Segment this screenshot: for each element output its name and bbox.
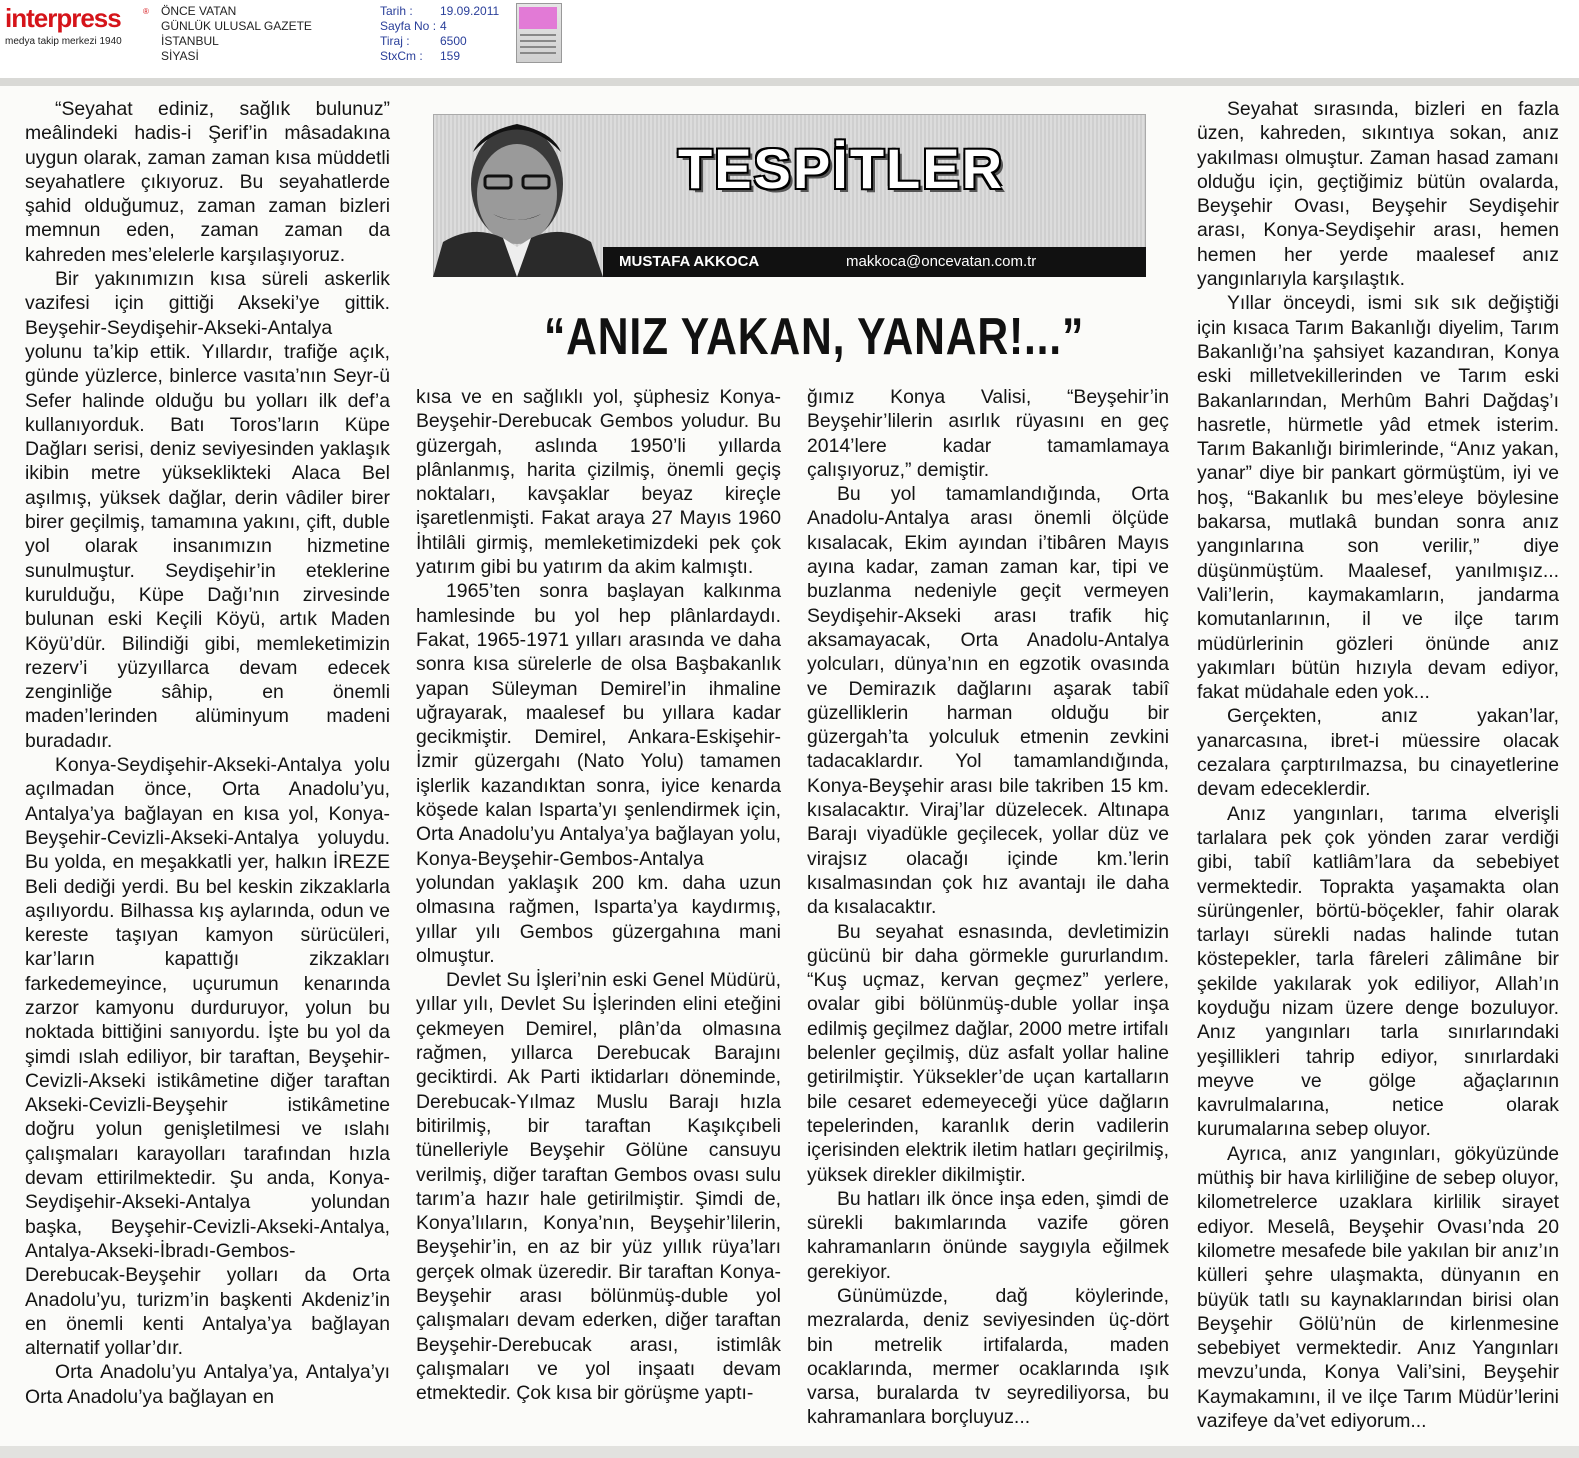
paragraph: Yıllar önceydi, ismi sık sık değiştiği için kısaca Tarım Bakanlığı diyelim, Tarım Bakanlığı’na şahsiyet kazandıran, Konya eski milletvekillerinden ve Tarım eski Bakanlarından, Merhûm Bahri Dağdaş’ı hasretle, hürmetle yâd etmek isterim. Tarım Bakanlığı birimlerinde, “Anız yakan, yanar” diye bir pankart görmüştüm, iyi ve hoş, “Bakanlık bu mes’eleye böylesine bakarsa, mutlakâ bundan sonra anız yangınlarına son verilir,” diye düşünmüştüm. Maalesef, yanılmışız... Vali’lerin, kaymakamların, jandarma komutanlarının, il ve ilçe tarım müdürlerinin gözleri önünde anız yakımları bütün hızıyla devam ediyor, fakat müdahale eden yok... [1197, 292, 1559, 704]
meta-key: Tiraj : [380, 34, 410, 48]
thumbnail-line [520, 34, 556, 36]
author-email: makkoca@oncevatan.com.tr [846, 253, 1037, 270]
paragraph: Bu seyahat esnasında, devletimizin gücünü bir daha görmekle gururlandım. “Kuş uçmaz, kervan geçmez” yerlere, ovalar gibi bölünmüş-duble yollar inşa edilmiş geçilmez dağlar, 2000 metre irtifalı belenler geçilmiş, düz asfalt yollar haline getirilmiştir. Yüksekler’de uçan kartalların bile cesaret edemeyeceği yüce dağların tepelerinden, karanlık derin vadilerin içerisinden elektrik iletim hatları geçirilmiş, yüksek direkler dikilmiştir. [807, 920, 1169, 1186]
publication-type: GÜNLÜK ULUSAL GAZETE [161, 19, 312, 33]
thumbnail-line [520, 52, 556, 54]
thumbnail-line [520, 40, 556, 42]
author-name: MUSTAFA AKKOCA [619, 253, 760, 270]
interpress-logo [5, 4, 155, 50]
meta-key: StxCm : [380, 49, 423, 63]
article-headline: “ANIZ YAKAN, YANAR!...” [544, 308, 1085, 366]
paragraph: kısa ve en sağlıklı yol, şüphesiz Konya-Beyşehir-Derebucak Gembos yoludur. Bu güzergah, aslında 1950’li yıllarda plânlanmış, harita çizilmiş, önemli geçiş noktaları, kavşaklar beyaz kireçle işaretlenmişti. Fakat araya 27 Mayıs 1960 İhtilâli girmiş, memleketimizdeki pek çok yatırım gibi bu yatırım da akim kalmıştı. [416, 386, 781, 579]
thumbnail-line [520, 46, 556, 48]
publication-info [161, 4, 312, 64]
logo-wordmark: interpress [5, 3, 121, 33]
paragraph: Günümüzde, dağ köylerinde, mezralarda, deniz seviyesinden üç-dört bin metrelik irtifalarda, maden ocaklarında, mermer ocaklarında ışık varsa, buralarda tv seyrediliyorsa, bu kahramanlara borçluyuz... [807, 1284, 1169, 1429]
paragraph: Bir yakınımızın kısa süreli askerlik vazifesi için gittiği Akseki’ye gittik. Beyşehir-Seydişehir-Akseki-Antalya yolunu ta’kip ettik. Yıllardır, trafiğe açık, günde yüzlerce, binlerce vasıta’nın Seyr-ü Sefer halinde olduğu bu yolları ilk def’a kullanıyorduk. Batı Toros’ların Küpe Dağları serisi, deniz seviyesinden yaklaşık ikibin metre yükseklikteki Alaca Bel aşılmış, yüksek dağlar, derin vâdiler birer birer geçilmiş, tamamına yakını, çift, duble yol olarak insanımızın hizmetine sunulmuştur. Seydişehir’in eteklerine kurulduğu, Küpe Dağı’nın zirvesinde bulunan eski Keçili Köyü, artık Maden Köyü’dür. Bilindiği gibi, memleketimizin rezerv’i yüzyıllarca devam edecek zenginliğe sâhip, en önemli maden’lerinden alüminyum madeni buradadır. [25, 268, 390, 752]
thumbnail-highlight [519, 7, 557, 29]
clipping-header [0, 0, 1579, 78]
meta-key: Tarih : [380, 4, 413, 18]
publication-city: İSTANBUL [161, 34, 219, 48]
meta-value: 159 [440, 49, 461, 63]
paragraph: Seyahat sırasında, bizleri en fazla üzen, kahreden, sıkıntıya sokan, anız yakılması olmuştur. Zaman hasad zamanı olduğu için, geçtiğimiz bütün ovalarda, Beyşehir Ovası, Beyşehir Seydişehir arası, Konya-Seydişehir arası, hemen hemen her yerde maalesef anız yangınlarıyla karşılaştık. [1197, 98, 1559, 291]
paragraph: Orta Anadolu’yu Antalya’ya, Antalya’yı Orta Anadolu’ya bağlayan en [25, 1361, 390, 1408]
paragraph: ğımız Konya Valisi, “Beyşehir’in Beyşehir’lilerin asırlık rüyasını en geç 2014’lere kadar tamamlamaya çalışıyoruz,” demiştir. [807, 386, 1169, 481]
text-column-3 [807, 385, 1169, 1430]
publication-category: SİYASİ [161, 49, 199, 63]
author-portrait [433, 102, 603, 277]
publication-name: ÖNCE VATAN [161, 4, 237, 18]
paragraph: Konya-Seydişehir-Akseki-Antalya yolu açılmadan önce, Orta Anadolu’yu, Antalya’ya bağlayan en kısa yol, Konya-Beyşehir-Cevizli-Akseki-Antalya yoluydu. Bu yolda, en meşakkatli yer, halkın İREZE Beli dediği yerdi. Bu bel keskin zikzaklarla aşılıyordu. Bilhassa kış aylarında, odun ve kereste taşıyan kamyon sürücüleri, kar’ların kapattığı zikzakları farkedemeyince, uçurumun kenarında zarzor kamyonu durduruyor, yolun bu noktada bittiğini sanıyordu. İşte bu yol da şimdi ıslah ediliyor, bir taraftan, Beyşehir-Cevizli-Akseki istikâmetine diğer taraftan Akseki-Cevizli-Beyşehir istikâmetine doğru yolun genişletilmesi ve ıslahı çalışmaları karayolları tarafından hızla devam ettirilmektedir. Şu anda, Konya-Seydişehir-Akseki-Antalya yolundan başka, Beyşehir-Cevizli-Akseki-Antalya, Antalya-Akseki-İbradı-Gembos-Derebucak-Beyşehir yolları da Orta Anadolu’yu, turizm’in başkenti Akdeniz’in en önemli kenti Antalya’ya bağlayan alternatif yollar’dır. [25, 754, 390, 1360]
meta-key: Sayfa No : [380, 19, 437, 33]
paragraph: Anız yangınları, tarıma elverişli tarlalara pek çok yönden zarar verdiği gibi, tabiî katliâm’lara da sebebiyet vermektedir. Toprakta yaşamakta olan sürüngenler, börtü-böçekler, fahir olarak tarlayı sürekli nadas halinde tutan köstepekler, tarla fâreleri zâlimâne bir şekilde yakılarak yok ediliyor, Allah’ın koyduğu nizam üzere denge bozuluyor. Anız yangınları tarla sınırlarındaki yeşillikleri tahrip ediyor, sınırlardaki meyve ve gölge ağaçlarının kavrulmalarına, netice olarak kurumalarına sebep oluyor. [1197, 802, 1559, 1141]
meta-value: 19.09.2011 [440, 4, 500, 18]
clipping-bottom-border [0, 1446, 1579, 1458]
column-banner [433, 114, 1146, 277]
paragraph: Devlet Su İşleri’nin eski Genel Müdürü, yıllar yılı, Devlet Su İşlerinden elini eteğini çekmeyen Demirel, plân’da olmasına rağmen, yıllarca Derebucak Barajını geciktirdi. Ak Parti iktidarları döneminde, Derebucak-Yılmaz Muslu Barajı hızla bitirilmiş, bir taraftan Kaşıkçıbeli tünelleriyle Beyşehir Gölüne cansuyu verilmiş, diğer taraftan Gembos ovası sulu tarım’a hazır hale getirilmiştir. Şimdi de, Konya’lıların, Konya’nın, Beyşehir’lilerin, Beyşehir’in, en az bir yüz yıllık rüya’ları gerçek olmak üzeredir. Bir taraftan Konya-Beyşehir arası bölünmüş-duble yol çalışmaları devam ederken, diğer taraftan Beyşehir-Derebucak arası, istimlâk çalışmaları ve yol inşaatı devam etmektedir. Çok kısa bir görüşme yaptı- [416, 969, 781, 1405]
paragraph: 1965’ten sonra başlayan kalkınma hamlesinde bu yol hep plânlardaydı. Fakat, 1965-1971 yılları arasında ve daha sonra kısa sürelerle de olsa Başbakanlık yapan Süleyman Demirel’in ihmaline uğrayarak, maalesef bu yıllara kadar gecikmiştir. Demirel, Ankara-Eskişehir-İzmir güzergahı (Nato Yolu) tamamen işlerlik kazandıktan sonra, iyice kenarda köşede kalan Isparta’yı şenlendirmek için, Orta Anadolu’yu Antalya’ya bağlayan yolu, Konya-Beyşehir-Gembos-Antalya yolundan yaklaşık 200 km. daha uzun olmasına rağmen, Isparta’ya kaydırmış, yıllar yılı Gembos güzergahına mani olmuştur. [416, 580, 781, 967]
meta-value: 6500 [440, 34, 467, 48]
logo-registered-mark: ® [143, 7, 149, 16]
page-thumbnail[interactable] [516, 3, 562, 63]
text-column-1 [25, 97, 390, 1409]
logo-tagline: medya takip merkezi 1940 [5, 36, 122, 47]
column-title: TESPİTLER [678, 137, 1005, 200]
paragraph: “Seyahat ediniz, sağlık bulunuz” meâlindeki hadis-i Şerif’in mâsadakına uygun olarak, zaman zaman kısa müddetli seyahatlere çıkıyoruz. Bu seyahatlerde şahid olduğumuz, zaman zaman bizleri memnun eden, zaman zaman da kahreden mes’elelerle karşılaşıyoruz. [25, 98, 390, 266]
paragraph: Ayrıca, anız yangınları, gökyüzünde müthiş bir hava kirliliğine de sebep oluyor, kilometrelerce uzaklara kirlilik sirayet ediyor. Meselâ, Beyşehir Ovası’nda 20 kilometre mesafede bile yakılan bir anız’ın külleri şehre ulaşmakta, dünyanın en büyük tatlı su kaynaklarından birisi olan Beyşehir Gölü’nün de kirlenmesine sebebiyet vermektedir. Anız Yangınları mevzu’unda, Konya Vali’sini, Beyşehir Kaymakamını, il ve ilçe Tarım Müdür’lerini vazifeye da’vet ediyorum... [1197, 1142, 1559, 1433]
text-column-2 [416, 385, 781, 1405]
author-band [603, 247, 1146, 277]
paragraph: Bu yol tamamlandığında, Orta Anadolu-Antalya arası önemli ölçüde kısalacak, Ekim ayından i’tibâren Mayıs ayına kadar, zaman zaman kar, tipi ve buzlanma nedeniyle geçit vermeyen Seydişehir-Akseki arası trafik hiç aksamayacak, Orta Anadolu-Antalya yolcuları, dünya’nın en egzotik ovasında ve Demirazık dağlarını aşarak tabiî güzelliklerin harman olduğu bir güzergah’ta yolculuk etmenin zevkini tadacaklardır. Yol tamamlandığında, Konya-Beyşehir arası bile takriben 15 km. kısalacaktır. Viraj’lar düzelecek. Altınapa Barajı viyadükle geçilecek, yollar düz ve virajsız olacağı içinde km.’lerin kısalmasından çok hız avantajı ile daha da kısalacaktır. [807, 483, 1169, 919]
meta-value: 4 [440, 19, 447, 33]
text-column-4 [1197, 97, 1559, 1433]
paragraph: Bu hatları ilk önce inşa eden, şimdi de sürekli bakımlarında vazife gören kahramanların önünde saygıyla eğilmek gerekiyor. [807, 1187, 1169, 1283]
paragraph: Gerçekten, anız yakan’lar, yanarcasına, ibret-i müessire olacak cezalara çarptırılmazsa, bu cinayetlerine devam edeceklerdir. [1197, 705, 1559, 801]
clipping-top-border [0, 78, 1579, 86]
